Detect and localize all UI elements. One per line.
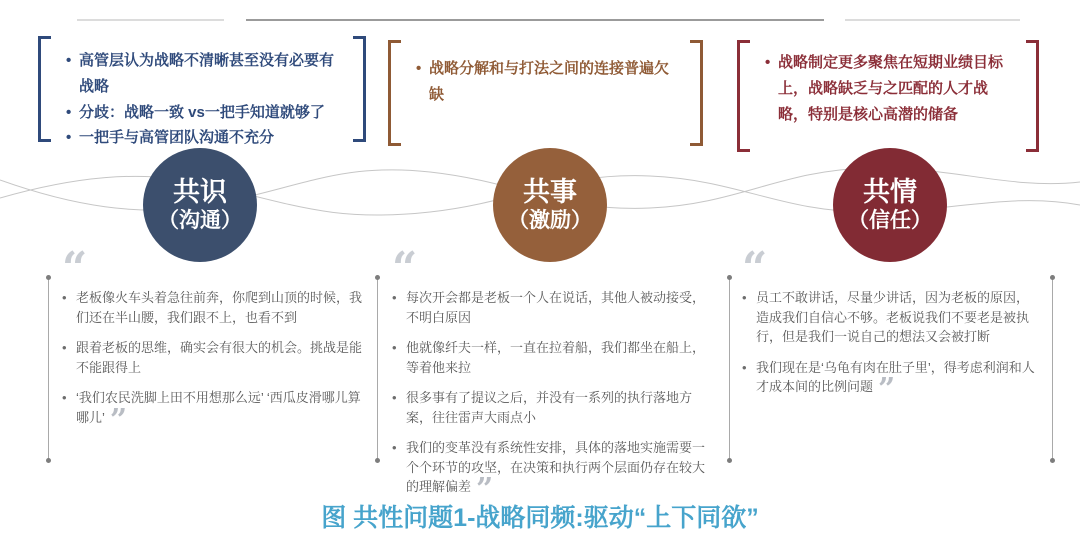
- right-bracket-icon: [353, 36, 366, 142]
- open-quote-icon: “: [742, 243, 768, 294]
- quote-item: [62, 288, 362, 327]
- open-quote-icon: “: [62, 243, 88, 294]
- figure-caption: 图 共性问题1-战略同频:驱动“上下同欲”: [321, 504, 759, 532]
- column-divider: [1052, 278, 1053, 460]
- circle-cooperation: [493, 148, 607, 262]
- quote-item: [392, 438, 706, 507]
- circle-title: 共事: [523, 176, 577, 207]
- quote-text: 跟着老板的思维，确实会有很大的机会。挑战是能不能跟得上: [76, 340, 363, 375]
- column-divider: [48, 278, 49, 460]
- circle-subtitle: （激励）: [508, 208, 592, 232]
- right-bracket-icon: [1026, 40, 1039, 152]
- quote-text: 我们的变革没有系统性安排，具体的落地实施需要一个个环节的攻坚，在决策和执行两个层面仍存在较大的理解偏差: [406, 440, 706, 494]
- quote-item: [62, 338, 362, 377]
- quote-item: [392, 288, 706, 327]
- quote-column-consensus: [62, 243, 363, 438]
- circle-title: 共情: [863, 176, 917, 207]
- quote-text: ‘我们农民洗脚上田不用想那么远’ ‘西瓜皮滑哪儿算哪儿’: [76, 390, 361, 425]
- quote-text: 每次开会都是老板一个人在说话，其他人被动接受，不明白原因: [406, 290, 706, 325]
- issue-box-cooperation: [388, 40, 703, 146]
- open-quote-icon: “: [392, 243, 418, 294]
- issue-item: • 分歧：战略一致 vs一把手知道就够了: [66, 100, 342, 126]
- column-divider: [729, 278, 730, 460]
- issue-item: • 战略制定更多聚焦在短期业绩目标上，战略缺乏与之匹配的人才战略，特别是核心高潜的储备: [765, 50, 1015, 127]
- circle-title: 共识: [173, 176, 227, 207]
- quote-text: 老板像火车头着急往前奔，你爬到山顶的时候，我们还在半山腰，我们跟不上，也看不到: [76, 290, 363, 325]
- left-bracket-icon: [38, 36, 51, 142]
- quote-text: 他就像纤夫一样，一直在拉着船，我们都坐在船上，等着他来拉: [406, 340, 706, 375]
- close-quote-icon: ”: [878, 372, 896, 407]
- left-bracket-icon: [737, 40, 750, 152]
- issue-item: • 高管层认为战略不清晰甚至没有必要有战略: [66, 48, 342, 100]
- quote-text: 很多事有了提议之后，并没有一系列的执行落地方案，往往雷声大雨点小: [406, 390, 693, 425]
- circle-subtitle: （信任）: [848, 208, 932, 232]
- column-divider: [377, 278, 378, 460]
- left-bracket-icon: [388, 40, 401, 146]
- circle-empathy: [833, 148, 947, 262]
- top-rule-left: [77, 19, 224, 21]
- quote-text: 员工不敢讲话，尽量少讲话，因为老板的原因，造成我们自信心不够。老板说我们不要老是被执行，但是我们一说自己的想法又会被打断: [756, 290, 1030, 344]
- quote-item: [392, 388, 706, 427]
- quote-item: [742, 358, 1040, 407]
- quote-item: [392, 338, 706, 377]
- quote-column-empathy: [742, 243, 1040, 408]
- top-rule-right: [845, 19, 1020, 21]
- top-rule-center: [246, 19, 824, 21]
- issue-item: • 战略分解和与打法之间的连接普遍欠缺: [416, 56, 679, 108]
- issue-box-empathy: [737, 40, 1039, 152]
- right-bracket-icon: [690, 40, 703, 146]
- close-quote-icon: ”: [476, 472, 494, 507]
- circle-consensus: [143, 148, 257, 262]
- quote-item: [62, 388, 362, 438]
- issue-box-consensus: [38, 36, 366, 147]
- close-quote-icon: ”: [109, 402, 128, 438]
- quote-text: 我们现在是‘乌龟有肉在肚子里’，得考虑利润和人才成本间的比例问题: [756, 359, 1035, 394]
- quote-column-cooperation: [392, 243, 706, 508]
- circle-subtitle: （沟通）: [158, 208, 242, 232]
- issue-item: • 一把手与高管团队沟通不充分: [66, 125, 342, 151]
- quote-item: [742, 288, 1040, 347]
